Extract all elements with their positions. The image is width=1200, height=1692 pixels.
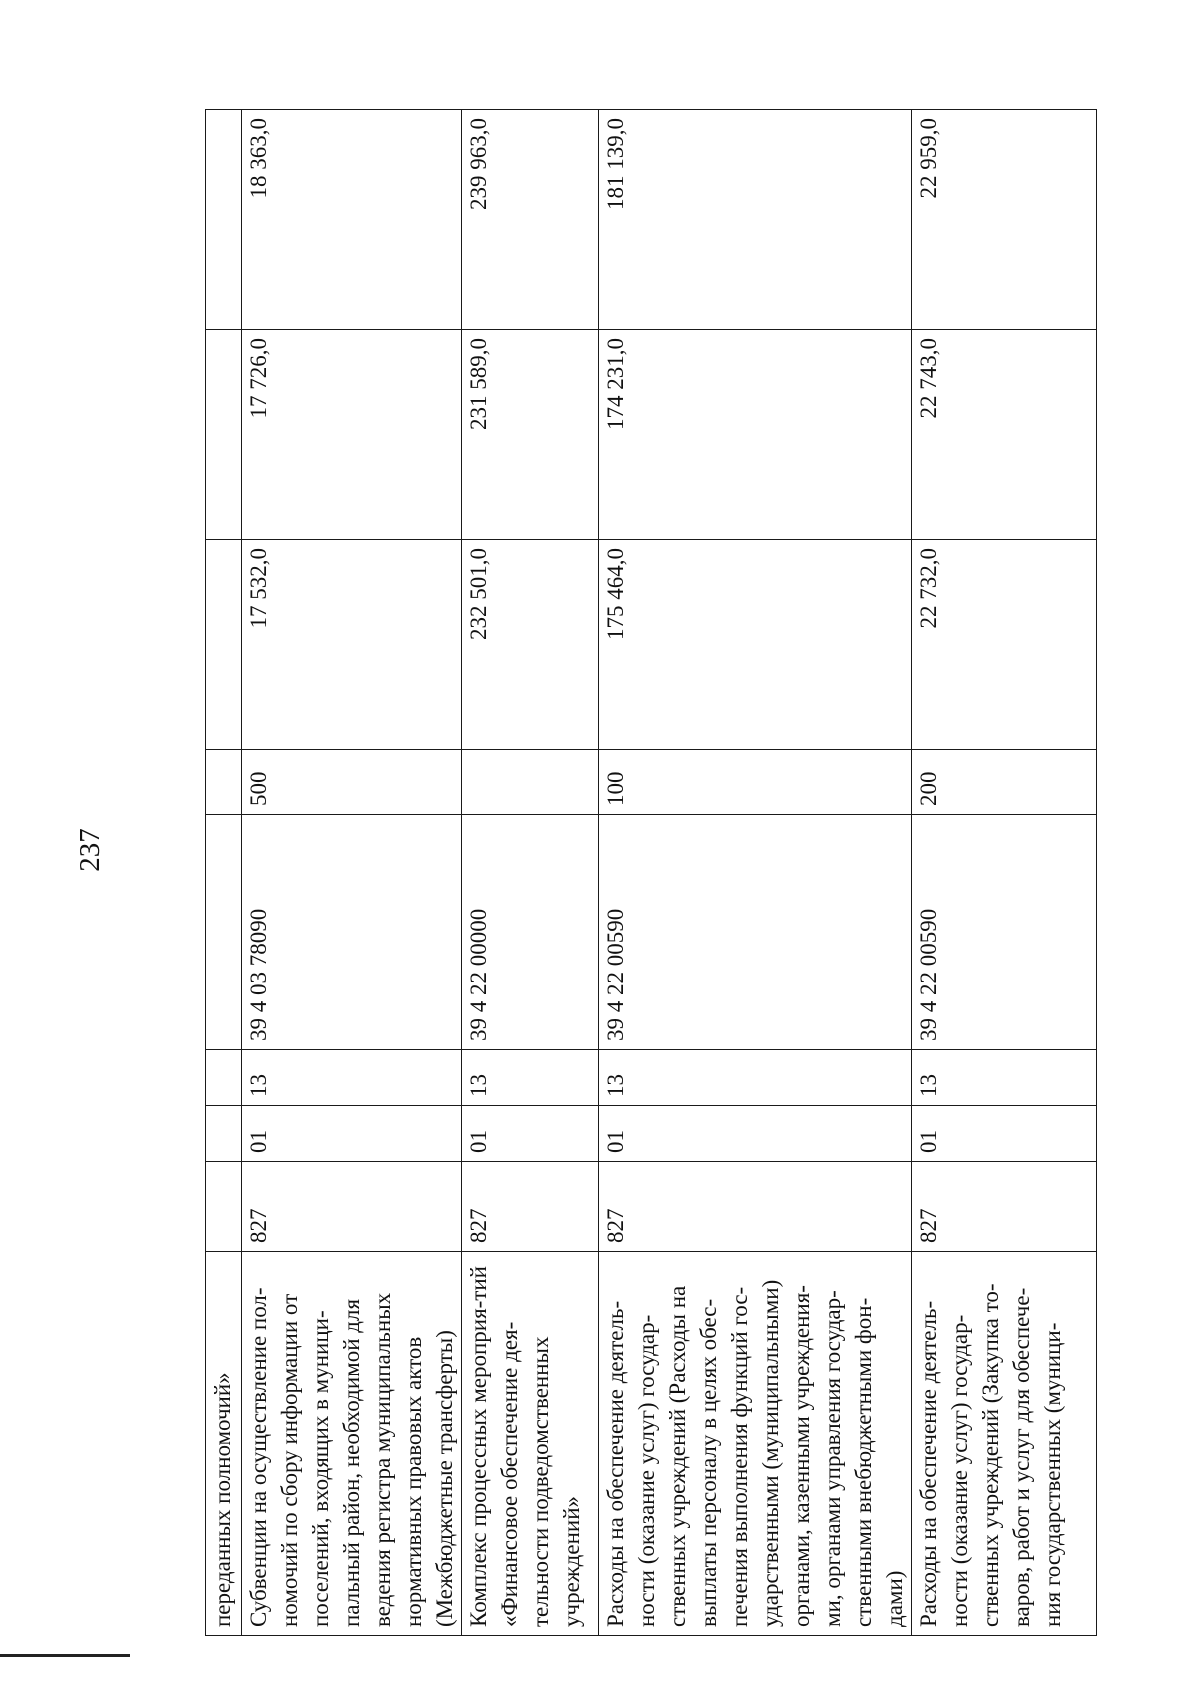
cell-csr: 39 4 22 00590 [599,815,912,1050]
cell-name: Расходы на обеспечение деятель-ности (оказание услуг) государ-ственных учреждений (Закупка то-варов, работ и услуг для обеспече-ния государственных (муници- [912,1252,1097,1636]
cell-rz: 01 [599,1106,912,1162]
cell-vr: 200 [912,750,1097,815]
cell-csr: 39 4 22 00590 [912,815,1097,1050]
cell-amount-2: 174 231,0 [599,330,912,540]
cell-vr: 500 [242,750,462,815]
table-row [912,110,1097,1636]
cell-csr: 39 4 22 00000 [462,815,599,1050]
cell-pr: 13 [599,1050,912,1106]
cell-name: Расходы на обеспечение деятель-ности (оказание услуг) государ-ственных учреждений (Расходы на выплаты персоналу в целях обес-печения выполнения функций гос-ударственными (муниципальными) органами, казенными учреждения-ми, органами управления государ-ственными внебюджетными фон-дами) [599,1252,912,1636]
cell-pr: 13 [462,1050,599,1106]
cell-vr [462,750,599,815]
rotated-table-container [205,110,1115,1636]
cell-amount-1: 22 732,0 [912,540,1097,750]
table-row [462,110,599,1636]
continuation-row [206,110,242,1636]
cell-ved: 827 [462,1162,599,1252]
cell-amount-3: 181 139,0 [599,110,912,330]
cell-pr: 13 [912,1050,1097,1106]
cell-amount-1: 17 532,0 [242,540,462,750]
budget-table-region [205,110,1115,1636]
cell-name: переданных полномочий» [206,1252,242,1636]
cell-ved: 827 [912,1162,1097,1252]
cell-rz: 01 [912,1106,1097,1162]
cell-amount-1: 232 501,0 [462,540,599,750]
cell-ved: 827 [242,1162,462,1252]
table-row [599,110,912,1636]
cell-amount-3: 18 363,0 [242,110,462,330]
cell-vr: 100 [599,750,912,815]
budget-table [205,109,1097,1636]
cell-csr: 39 4 03 78090 [242,815,462,1050]
cell-pr: 13 [242,1050,462,1106]
cell-amount-2: 231 589,0 [462,330,599,540]
scan-edge-line [0,1654,130,1657]
page-number: 237 [73,828,106,872]
cell-amount-3: 22 959,0 [912,110,1097,330]
cell-amount-1: 175 464,0 [599,540,912,750]
cell-amount-3: 239 963,0 [462,110,599,330]
cell-rz: 01 [462,1106,599,1162]
cell-amount-2: 17 726,0 [242,330,462,540]
cell-ved: 827 [599,1162,912,1252]
cell-amount-2: 22 743,0 [912,330,1097,540]
cell-name: Комплекс процессных мероприя-тий «Финансовое обеспечение дея-тельности подведомственных учреждений» [462,1252,599,1636]
cell-rz: 01 [242,1106,462,1162]
table-row [242,110,462,1636]
cell-name: Субвенции на осуществление пол-номочий по сбору информации от поселений, входящих в муници-пальный район, необходимой для ведения регистра муниципальных нормативных правовых актов (Межбюджетные трансферты) [242,1252,462,1636]
